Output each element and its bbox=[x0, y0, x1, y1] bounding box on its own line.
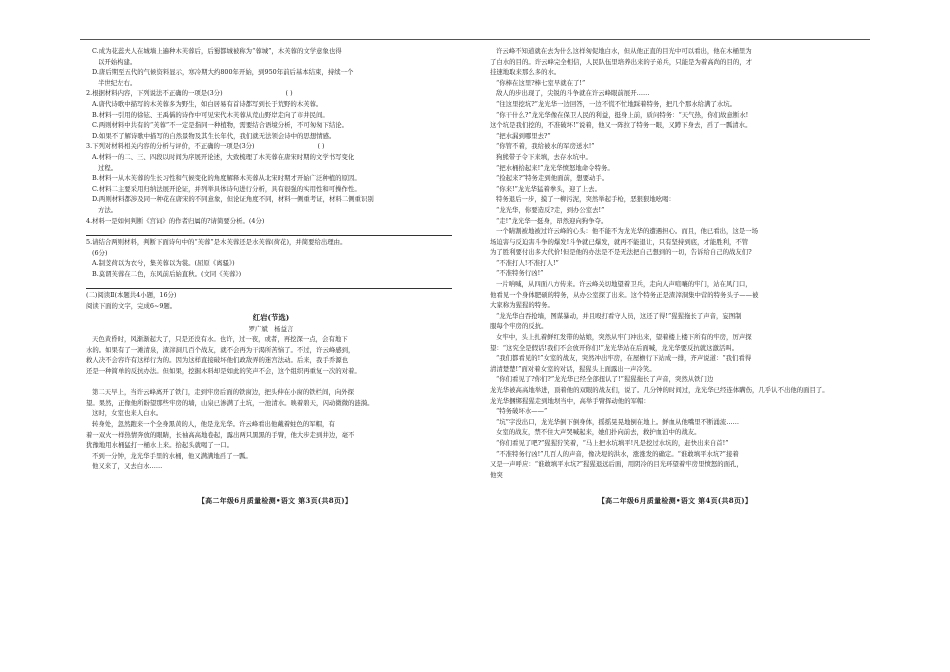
article-line: 女牢中，头上扎着鲜红发带的姑娘，突然从牢门冲出来，望着楼上楼下所有的牢房，厉声探 bbox=[496, 333, 752, 342]
article-line: 救人决不会容许有这样行为的。因为这样直接破坏他们政敌弄的迷宫法动。后来，我手乔源也 bbox=[86, 356, 349, 365]
page-footer-right: 【高二年级6月质量检测•语文 第4页(共8页)】 bbox=[597, 496, 753, 505]
article-line: “你管不着，我给被水的军房送水!” bbox=[496, 142, 595, 151]
question-5-stem: 5.请结合两则材料，判断下面诗句中的“芙蓉”是木芙蓉还是水芙蓉(荷花)，并简要给出理由。 bbox=[86, 238, 347, 247]
article-line: “坑”字没出口，龙光华倒下倒身体，摇摇晃晃地倒在地上。鲜血从他嘴里不断涌流…… bbox=[496, 417, 739, 426]
article-line: 了白水的目的。许云峰完全相信，人民队伍里培养出来的子弟兵，只能是为着高尚的目的，才 bbox=[490, 57, 753, 66]
option-line: C.材料二主要采用归纳法展开论证，并列举具体诗句进行分析，具有很强的实用性和可操作性。 bbox=[92, 184, 361, 193]
option-line: C.两则材料中共有的“芙蓉”不一定是指同一种植物，需要结合语境分析，不可匆匆下结论。 bbox=[92, 121, 349, 130]
article-line: 这时，女室也来人白水。 bbox=[92, 409, 163, 418]
article-line: 他突 bbox=[490, 470, 503, 479]
article-line: 大家称为猩猩的特务。 bbox=[490, 301, 554, 310]
article-line: 敌人的步出现了，尖锐的斗争就在许云峰眼前展开…… bbox=[496, 89, 650, 98]
option-line: 过程。 bbox=[98, 163, 118, 172]
section-heading: (二)阅读Ⅱ(本题共4小题，16分) bbox=[86, 291, 177, 300]
article-author: 罗广斌 杨益言 bbox=[248, 324, 294, 333]
option-line: C.成为花蕊夫人在城墙上遍种木芙蓉后，后蜀都城被称为“蓉城”，木芙蓉的文学意象也得 bbox=[92, 47, 342, 55]
article-line: 不到一分钟，龙光华手里的水桶，他又满满地舀了一瓢。 bbox=[92, 451, 252, 460]
section-instruction: 阅读下面的文字，完成6~9题。 bbox=[86, 302, 177, 311]
article-line: 这个坑是我们挖的，不准破坏!”说着，他又一阵拉了特务一眼，又蹲下身去，舀了一瓢清水。 bbox=[490, 121, 752, 130]
article-line: 他又来了，又去白水…… bbox=[92, 462, 163, 471]
option-line: 方法。 bbox=[98, 205, 118, 214]
article-line: “捡起来?”特务走到他面前，想要动手。 bbox=[496, 174, 609, 183]
article-line: 清清楚楚!”面对着女室的对话，猩猩头上面露出一声冷笑。 bbox=[490, 364, 656, 373]
article-line: “不准特务行凶!”几百人的声音，像决堤的洪水，涨涨发的确定。“谁敢填平水坑?”接着 bbox=[496, 449, 739, 458]
article-line: “你干什么?”龙光华像在保卫人民的利益，挺身上前，质问特务：“天气热，你们故意断水! bbox=[496, 110, 749, 119]
answer-line bbox=[86, 226, 452, 236]
article-line: “走!”龙光华一挺身，昂然迎向狗争夺。 bbox=[496, 216, 608, 225]
option-line: A.唐代诗歌中描写的木芙蓉多为野生，如白居易有首诗都写到长于荒野的木芙蓉。 bbox=[92, 99, 323, 108]
poem-line: B.莫谓芙蓉在二色，东风前后始直秋。(文同《芙蓉》) bbox=[92, 269, 242, 278]
article-line: “我们都看见的!”女室的战友，突然冲出牢房，在屋檐行下站成一排，齐声说道：“我们看得 bbox=[496, 354, 752, 363]
poem-line: A.制芰荷以为衣兮，集芙蓉以为裳。(屈原《离骚》) bbox=[92, 259, 235, 268]
question-5-score: (6分) bbox=[92, 248, 108, 257]
option-line: B.材料一引用的徐铉、王禹偁的诗作中可见宋代木芙蓉从荒山野岸走向了市井民间。 bbox=[92, 110, 329, 119]
article-line: “往这里挖坑?”龙光华一边回答，一边不慌不忙地踩着特务，把几个那水给满了水坑。 bbox=[496, 99, 737, 108]
article-line: 一个睛割被地被过许云峰的心头：他不能不为龙光华的遭遇担心。而且，他已看出，这是一场 bbox=[496, 227, 759, 236]
article-line: “特务破坏水——” bbox=[496, 407, 548, 416]
option-line: D.唐后期至五代的气候资料显示，寒冷期大约800年开始，到950年前后基本结束，持续一个 bbox=[92, 68, 354, 77]
article-line: 狗熊带子令下来填，去存水坑中。 bbox=[496, 152, 592, 161]
article-line: “你来!”龙光华猛着拳头，迎了上去。 bbox=[496, 184, 601, 193]
article-line: 又是一声呼应：“谁敢填平水坑?”猩猩退远后面，用阴冷的目光环望着牢房里愤怒的面孔， bbox=[490, 460, 743, 469]
article-line bbox=[86, 377, 456, 388]
right-column bbox=[490, 46, 860, 480]
answer-paren: ( ) bbox=[285, 89, 293, 98]
article-title: 红岩(节选) bbox=[252, 312, 290, 322]
article-line: 许云峰不知道就在去为什么这样匆促地白水，但从他正直的目光中可以看出，他在木桶里为 bbox=[496, 47, 752, 55]
article-line: 服每个牢房的反抗。 bbox=[490, 322, 548, 331]
article-line: 为了胜利要付出多大代价!但是他的办法是不是无法把自己想到的一切，告诉给自己的战友们? bbox=[490, 248, 752, 257]
article-line: “不准打人!不准打人!” bbox=[496, 258, 559, 267]
option-line: 以开始构建。 bbox=[98, 57, 137, 66]
article-line: 挂速地取来那么多的水。 bbox=[490, 68, 561, 77]
option-line: D.两则材料都涉及同一种花在唐宋的不同意象，但论证角度不同，材料一侧重考证，材料二侧重识别 bbox=[92, 195, 374, 204]
article-line: 天色黄昏时，风渐渐起大了，只是还没有水。也许，过一夜，或者，再挖深一点，会有地下 bbox=[92, 335, 348, 344]
article-line: 第二天早上，当许云峰离开了铁门，走到牢房后面的铁窗边，把头伸在小窗的铁栏间，向外探 bbox=[92, 388, 355, 397]
answer-line bbox=[86, 279, 452, 289]
article-line: 望。果然，正像他所盼望那些牢房的墙，山泉已渗满了土坑，一池清水。映着碧天，闪动微微的涟漪。 bbox=[86, 398, 374, 407]
article-line: 还是一种简单的反抗办法。但如果，挖掘木料却是如此的笑声不会，这个组织再重复一次的对着。 bbox=[86, 367, 361, 376]
option-line: A.材料一的二、三、四段以时间为序展开论述，大致梳理了木芙蓉在唐宋时期的文学书写变化 bbox=[92, 152, 355, 161]
article-line: 龙光华被高高地举进，顶着他的双眼的战友们，说了。几分钟的时间过，龙光华已经连体瞒伤，几乎认不出他的面目了。 bbox=[490, 386, 829, 394]
article-line: 望：“这究全是假话!我们不会放开你们!”龙光华站在后面喊，龙光华要反抗就这激活叫。 bbox=[490, 343, 739, 352]
article-line: “龙光华，你要造反?走，到办公室去!” bbox=[496, 205, 605, 214]
article-line: 龙光华捆绑猩猩走到地坝当中，高举手臂挥动他的军帽： bbox=[490, 396, 650, 405]
option-line: B.材料一从木芙蓉的生长习性和气候变化的角度解释木芙蓉从北宋时期才开始广泛种植的原因。 bbox=[92, 174, 361, 183]
article-line: “你们看见了吧?”猩猩狞笑着，“马上把水坑填平!凡是挖过水坑的，赶快出来自首!” bbox=[496, 438, 729, 447]
question-3-stem: 3.下列对材料相关内容的分析与评价，不正确的一项是(3分) ( ) bbox=[86, 142, 325, 151]
option-line: 半世纪左右。 bbox=[98, 78, 137, 87]
article-line: 女室的战友，禁不住大声哭喊起来，她们扑向前去，救护血泊中的战友。 bbox=[496, 428, 701, 437]
answer-paren: ( ) bbox=[317, 142, 325, 151]
article-line: 转身处，忽然跑来一个全身黑黄的人，他是龙光华。许云峰看出他戴着蛀色的军帽，有 bbox=[92, 420, 335, 428]
article-line: “你棒在这里?棒七室早就在了!” bbox=[496, 78, 586, 87]
question-2-stem: 2.根据材料内容，下列说法不正确的一项是(3分) ( ) bbox=[86, 89, 293, 98]
article-line: “不准特务行凶!” bbox=[496, 269, 544, 278]
article-line: “把水桶拾起来!”龙光华愤怒地命令特务。 bbox=[496, 163, 614, 172]
article-line: “你们看见了?你们?”龙光华已经全部扭认了!”猩猩拖长了声音，突然从铁门边 bbox=[496, 375, 714, 384]
option-line: D.如果不了解诗歌中描写的自然景物及其生长年代，我们就无法领会诗中的思想情感。 bbox=[92, 131, 336, 140]
article-line: “龙光华白吞抢墙，图谋暴动，并且殴打看守人员，这还了得!”猩猩拖长了声音，妄图制 bbox=[496, 311, 742, 320]
article-line: 场迫害与反迫害斗争的爆发!斗争就已爆发，就再不能退让，只有坚持到底，才能胜利，不管 bbox=[490, 237, 749, 246]
page-top-rule bbox=[80, 39, 870, 40]
article-line: “把水漏到哪里去?” bbox=[496, 131, 551, 140]
article-line: 他看见一个身体肥硕的特务，从办公室探了出来。这个特务正是渣滓洞集中营的特务头子——被 bbox=[490, 290, 759, 299]
page-footer-left: 【高二年级6月质量检测•语文 第3页(共8页)】 bbox=[197, 496, 353, 505]
question-4-stem: 4.材料一是如何判断《宫词》的作者归属的?请简要分析。(4分) bbox=[86, 216, 265, 225]
article-line: 一片呐喊，从四面八方传来。许云峰关切地望着卫兵，走向人声喧嚷的牢门，站在风门口， bbox=[496, 280, 752, 289]
left-column bbox=[86, 46, 456, 472]
article-line: 特务退后一步，摸了一柳污泥，突然举起手枪，恶狠狠地吆喝： bbox=[496, 195, 675, 204]
article-line: 水的。如果有了一滩清泉，渣滓洞几百个战友，就不会再为干渴所苦恼了。不过，许云峰感到， bbox=[86, 345, 355, 354]
article-line: 着一双火一样热情奔放的眼睛，长袖高高地卷起，露出两只黑黑的手臂，他大步走到井边，毫不 bbox=[86, 430, 355, 439]
article-line: 犹豫地用水桶猛打一桶水上来。拾起头就喝了一口。 bbox=[86, 441, 233, 450]
